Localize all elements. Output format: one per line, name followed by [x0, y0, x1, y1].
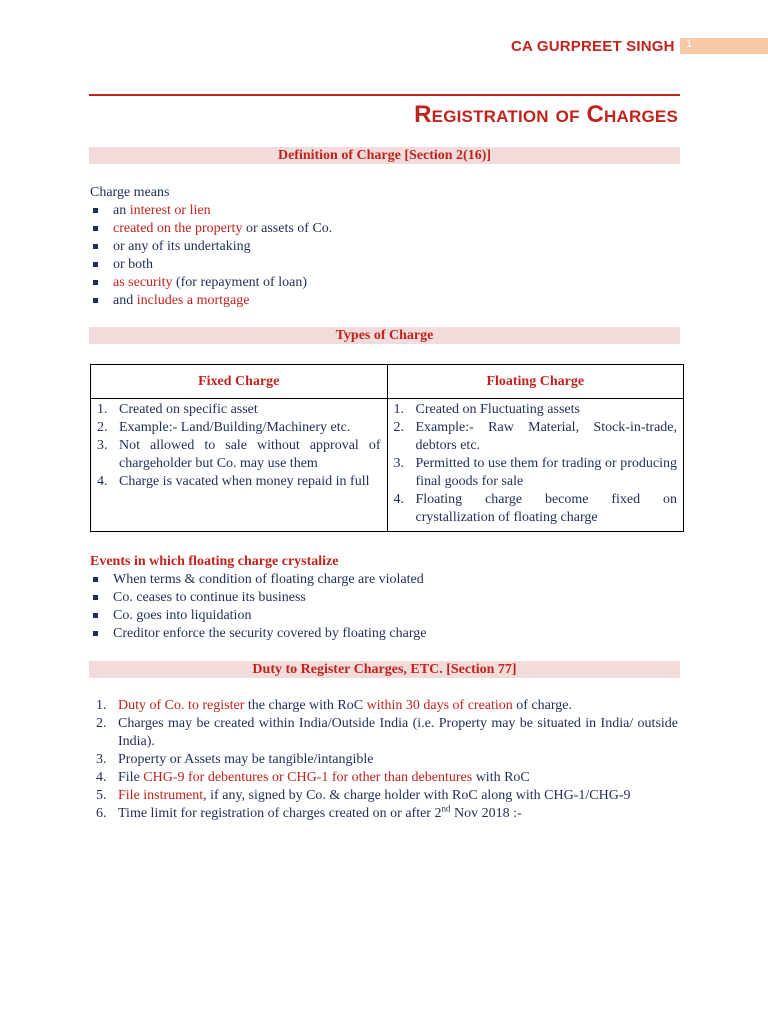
- definition-intro: Charge means: [90, 185, 170, 200]
- page-number: 1: [686, 38, 693, 50]
- square-bullet-icon: [93, 595, 98, 600]
- duty-list: [96, 697, 678, 823]
- square-bullet-icon: [93, 577, 98, 582]
- floating-charge-item: 4. Floating charge become fixed on crystallization of floating charge: [393, 492, 677, 525]
- fixed-charge-item: 2. Example:- Land/Building/Machinery etc.: [97, 420, 351, 435]
- page-title: Registration of Charges: [414, 101, 678, 128]
- definition-item: or both: [90, 256, 332, 274]
- header-author: CA GURPREET SINGH: [511, 38, 675, 55]
- fixed-charge-item: 1. Created on specific asset: [97, 402, 258, 417]
- duty-item: 4. File CHG-9 for debentures or CHG-1 for other than debentures with RoC: [96, 770, 530, 785]
- section-heading-duty: Duty to Register Charges, ETC. [Section 77]: [89, 661, 680, 678]
- fixed-charge-item: 3. Not allowed to sale without approval of chargeholder but Co. may use them: [97, 438, 381, 471]
- definition-item: or any of its undertaking: [90, 238, 332, 256]
- square-bullet-icon: [93, 298, 98, 303]
- types-table: [90, 364, 684, 532]
- square-bullet-icon: [93, 262, 98, 267]
- fixed-charge-header: Fixed Charge: [91, 365, 388, 399]
- duty-item: 3. Property or Assets may be tangible/intangible: [96, 752, 374, 767]
- definition-item: created on the property or assets of Co.: [90, 220, 332, 238]
- section-heading-types: Types of Charge: [89, 327, 680, 344]
- square-bullet-icon: [93, 613, 98, 618]
- definition-item: as security (for repayment of loan): [90, 274, 332, 292]
- square-bullet-icon: [93, 208, 98, 213]
- square-bullet-icon: [93, 631, 98, 636]
- duty-item: 6. Time limit for registration of charges created on or after 2nd Nov 2018 :-: [96, 803, 522, 821]
- definition-list: [90, 202, 332, 310]
- section-heading-definition: Definition of Charge [Section 2(16)]: [89, 147, 680, 164]
- fixed-charge-cell: [91, 399, 388, 532]
- square-bullet-icon: [93, 226, 98, 231]
- floating-charge-item: 2. Example:- Raw Material, Stock-in-trade, debtors etc.: [393, 420, 677, 453]
- duty-item: 1. Duty of Co. to register the charge with RoC within 30 days of creation of charge.: [96, 698, 573, 713]
- events-heading: Events in which floating charge crystalize: [90, 554, 339, 569]
- floating-charge-item: 1. Created on Fluctuating assets: [393, 402, 580, 417]
- event-item: Creditor enforce the security covered by floating charge: [90, 625, 426, 643]
- square-bullet-icon: [93, 244, 98, 249]
- definition-item: an interest or lien: [90, 202, 332, 220]
- page-number-badge: [679, 38, 768, 54]
- events-list: [90, 571, 426, 643]
- floating-charge-cell: [387, 399, 684, 532]
- floating-charge-header: Floating Charge: [387, 365, 684, 399]
- duty-item: 2. Charges may be created within India/Outside India (i.e. Property may be situated in India/ outside India).: [96, 716, 678, 749]
- definition-item: and includes a mortgage: [90, 292, 332, 310]
- square-bullet-icon: [93, 280, 98, 285]
- floating-charge-item: 3. Permitted to use them for trading or producing final goods for sale: [393, 456, 677, 489]
- event-item: When terms & condition of floating charge are violated: [90, 571, 426, 589]
- header-rule: [89, 94, 680, 96]
- duty-item: 5. File instrument, if any, signed by Co. & charge holder with RoC along with CHG-1/CHG-9: [96, 788, 631, 803]
- event-item: Co. ceases to continue its business: [90, 589, 426, 607]
- event-item: Co. goes into liquidation: [90, 607, 426, 625]
- fixed-charge-item: 4. Charge is vacated when money repaid in full: [97, 474, 370, 489]
